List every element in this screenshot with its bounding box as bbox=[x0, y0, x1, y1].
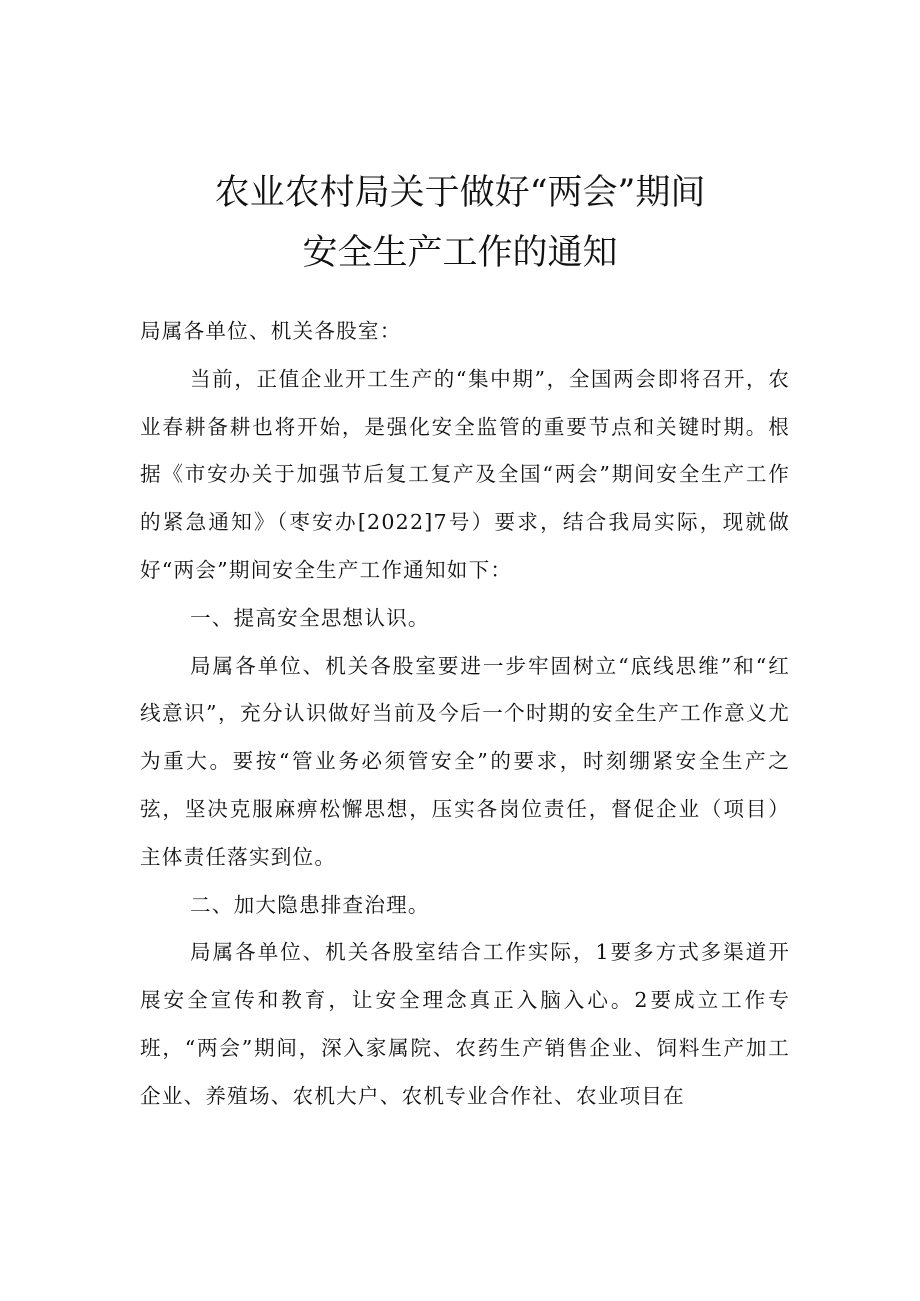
document-body bbox=[140, 308, 790, 1121]
salutation: 局属各单位、机关各股室： bbox=[140, 319, 402, 343]
section-paragraph-1: 局属各单位、机关各股室要进一步牢固树立“底线思维”和“红线意识”，充分认识做好当前及今后一个时期的安全生产工作意义尤为重大。要按“管业务必须管安全”的要求，时刻绷紧安全生产之弦，坚决克服麻痹松懈思想，压实各岗位责任，督促企业（项目）主体责任落实到位。 bbox=[140, 653, 790, 869]
title-line-2: 安全生产工作的通知 bbox=[302, 233, 618, 273]
section-heading-1: 一、提高安全思想认识。 bbox=[190, 605, 430, 630]
section-paragraph-2: 局属各单位、机关各股室结合工作实际，1要多方式多渠道开展安全宣传和教育，让安全理念真正入脑入心。2要成立工作专班，“两会”期间，深入家属院、农药生产销售企业、饲料生产加工企业、养殖场、农机大户、农机专业合作社、农业项目在 bbox=[140, 940, 790, 1108]
title-line-1: 农业农村局关于做好“两会”期间 bbox=[214, 173, 706, 213]
document-title bbox=[0, 163, 920, 283]
section-heading-2: 二、加大隐患排查治理。 bbox=[190, 892, 430, 917]
intro-paragraph: 当前，正值企业开工生产的“集中期”，全国两会即将召开，农业春耕备耕也将开始，是强化安全监管的重要节点和关键时期。根据《市安办关于加强节后复工复产及全国“两会”期间安全生产工作的紧急通知》（枣安办[2022]7号）要求，结合我局实际，现就做好“两会”期间安全生产工作通知如下： bbox=[140, 366, 790, 582]
